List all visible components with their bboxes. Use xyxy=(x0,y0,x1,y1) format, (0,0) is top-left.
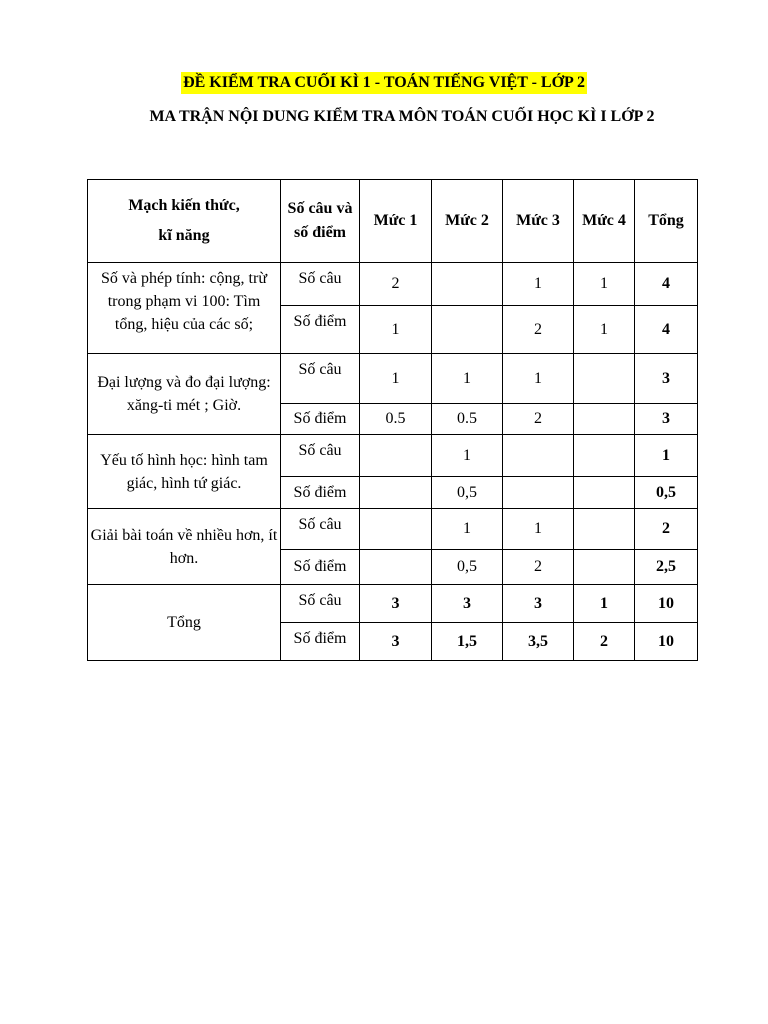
level-3-cell: 1 xyxy=(503,509,574,550)
measure-label: Số câu xyxy=(281,354,360,404)
level-4-cell: 1 xyxy=(574,306,635,354)
level-2-cell xyxy=(432,306,503,354)
level-1-cell: 2 xyxy=(360,263,432,306)
level-1-cell: 3 xyxy=(360,623,432,661)
level-2-cell: 0,5 xyxy=(432,477,503,509)
level-3-cell: 2 xyxy=(503,306,574,354)
level-3-cell: 2 xyxy=(503,550,574,585)
level-2-cell: 3 xyxy=(432,585,503,623)
level-4-cell: 1 xyxy=(574,585,635,623)
header-row xyxy=(88,180,698,263)
total-cell: 1 xyxy=(635,435,698,477)
total-cell: 3 xyxy=(635,404,698,435)
table-row xyxy=(88,435,698,477)
level-2-cell: 1 xyxy=(432,354,503,404)
topic-cell: Đại lượng và đo đại lượng: xăng-ti mét ; Giờ. xyxy=(88,354,281,435)
level-3-cell: 1 xyxy=(503,263,574,306)
table-row xyxy=(88,263,698,306)
header-level-1: Mức 1 xyxy=(360,180,432,263)
level-3-cell xyxy=(503,477,574,509)
level-1-cell xyxy=(360,509,432,550)
table-row xyxy=(88,354,698,404)
level-4-cell: 2 xyxy=(574,623,635,661)
topic-cell: Yếu tố hình học: hình tam giác, hình tứ giác. xyxy=(88,435,281,509)
header-measure: Số câu và số điểm xyxy=(281,180,360,263)
header-level-3: Mức 3 xyxy=(503,180,574,263)
level-2-cell: 1,5 xyxy=(432,623,503,661)
total-cell: 3 xyxy=(635,354,698,404)
measure-label: Số câu xyxy=(281,509,360,550)
header-topic-line1: Mạch kiến thức, xyxy=(128,197,240,214)
level-4-cell: 1 xyxy=(574,263,635,306)
header-level-4: Mức 4 xyxy=(574,180,635,263)
topic-cell: Số và phép tính: cộng, trừ trong phạm vi 100: Tìm tổng, hiệu của các số; xyxy=(88,263,281,354)
total-cell: 4 xyxy=(635,306,698,354)
total-cell: 0,5 xyxy=(635,477,698,509)
level-4-cell xyxy=(574,404,635,435)
document-subtitle: MA TRẬN NỘI DUNG KIỂM TRA MÔN TOÁN CUỐI HỌC KÌ I LỚP 2 xyxy=(149,108,655,125)
level-2-cell xyxy=(432,263,503,306)
level-2-cell: 0.5 xyxy=(432,404,503,435)
total-cell: 2,5 xyxy=(635,550,698,585)
level-3-cell: 1 xyxy=(503,354,574,404)
level-1-cell: 3 xyxy=(360,585,432,623)
level-4-cell xyxy=(574,509,635,550)
level-1-cell: 1 xyxy=(360,306,432,354)
measure-label: Số điểm xyxy=(281,306,360,354)
level-1-cell xyxy=(360,435,432,477)
total-cell: 2 xyxy=(635,509,698,550)
measure-label: Số điểm xyxy=(281,404,360,435)
total-cell: 10 xyxy=(635,585,698,623)
level-2-cell: 1 xyxy=(432,509,503,550)
level-4-cell xyxy=(574,477,635,509)
measure-label: Số câu xyxy=(281,435,360,477)
level-4-cell xyxy=(574,354,635,404)
measure-label: Số điểm xyxy=(281,623,360,661)
header-total: Tổng xyxy=(635,180,698,263)
level-1-cell: 1 xyxy=(360,354,432,404)
measure-label: Số câu xyxy=(281,263,360,306)
measure-label: Số điểm xyxy=(281,477,360,509)
level-3-cell: 3,5 xyxy=(503,623,574,661)
content-matrix-table xyxy=(87,179,698,661)
grand-total-label: Tổng xyxy=(88,585,281,661)
total-cell: 4 xyxy=(635,263,698,306)
level-4-cell xyxy=(574,550,635,585)
document-title: ĐỀ KIỂM TRA CUỐI KÌ 1 - TOÁN TIẾNG VIỆT - LỚP 2 xyxy=(181,72,587,94)
measure-label: Số câu xyxy=(281,585,360,623)
header-topic-line2: kĩ năng xyxy=(158,227,210,244)
table-row xyxy=(88,509,698,550)
table-row xyxy=(88,585,698,623)
level-1-cell xyxy=(360,477,432,509)
topic-cell: Giải bài toán về nhiều hơn, ít hơn. xyxy=(88,509,281,585)
level-3-cell xyxy=(503,435,574,477)
header-level-2: Mức 2 xyxy=(432,180,503,263)
level-3-cell: 3 xyxy=(503,585,574,623)
title-wrapper xyxy=(0,72,768,94)
level-1-cell: 0.5 xyxy=(360,404,432,435)
level-4-cell xyxy=(574,435,635,477)
header-topic xyxy=(88,180,281,263)
total-cell: 10 xyxy=(635,623,698,661)
level-1-cell xyxy=(360,550,432,585)
level-2-cell: 1 xyxy=(432,435,503,477)
level-3-cell: 2 xyxy=(503,404,574,435)
measure-label: Số điểm xyxy=(281,550,360,585)
level-2-cell: 0,5 xyxy=(432,550,503,585)
